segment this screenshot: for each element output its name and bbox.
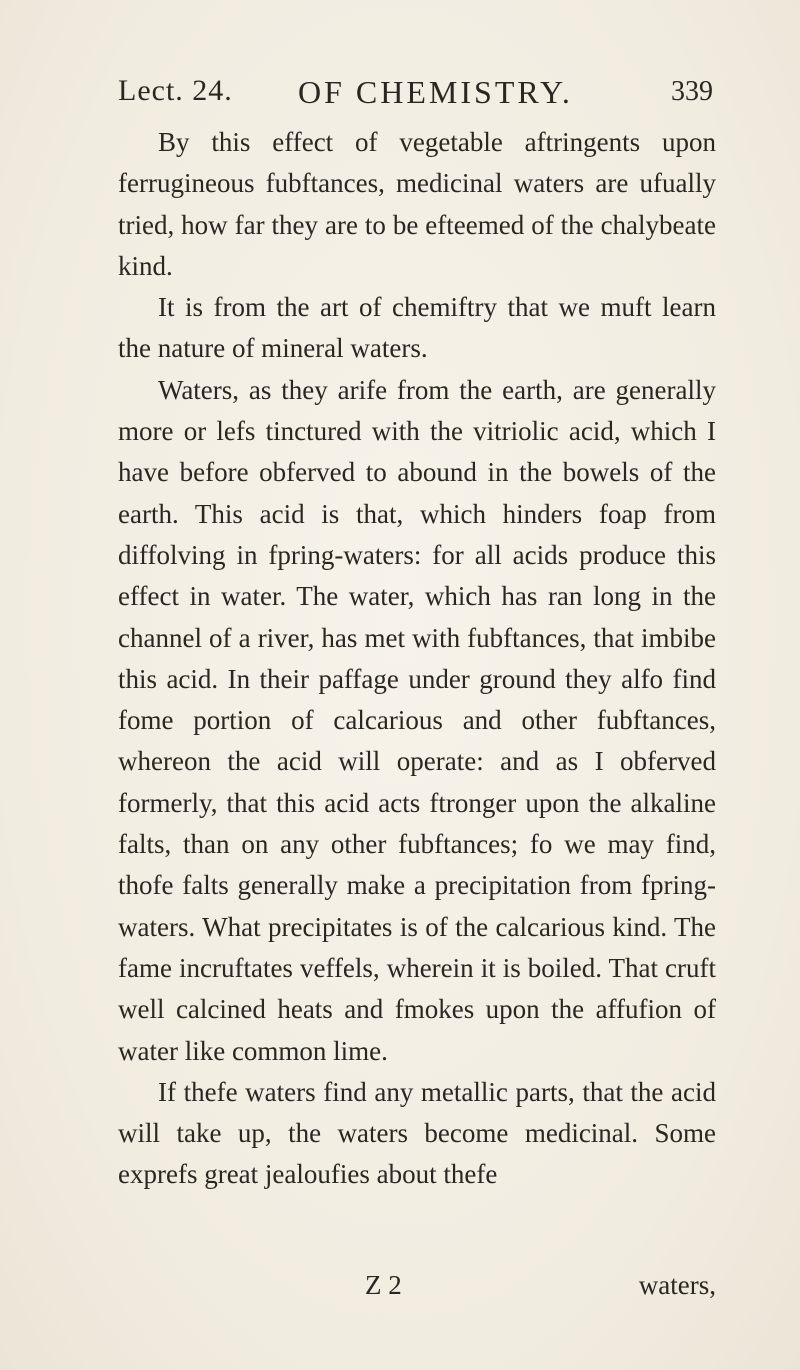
page-number: 339 <box>671 76 713 107</box>
catchword: waters, <box>638 1270 716 1300</box>
paragraph-1: By this effect of vegetable aftringents upon ferrugineous fubftances, medicinal waters are ufually tried, how far they are to be efteemed of the chalybeate kind. <box>118 127 716 281</box>
paragraph-2: It is from the art of chemiftry that we muft learn the nature of mineral waters. <box>118 292 716 364</box>
running-title: OF CHEMISTRY. <box>298 74 573 110</box>
signature-mark: Z 2 <box>365 1270 402 1300</box>
paragraph-4: If thefe waters find any metallic parts, that the acid will take up, the waters become medicinal. Some exprefs great jealoufies about thefe <box>118 1076 716 1190</box>
page-footer <box>118 1270 716 1314</box>
lecture-number: Lect. 24. <box>118 74 233 107</box>
running-head <box>118 74 713 118</box>
paragraph-3: Waters, as they arife from the earth, are generally more or lefs tinctured with the vitriolic acid, which I have before obferved to abound in the bowels of the earth. This acid is that, which hinders foap from diffolving in fpring-waters: for all acids produce this effect in water. The water, which has ran long in the channel of a river, has met with fubftances, that imbibe this acid. In their paffage under ground they alfo find fome portion of calcarious and other fubftances, whereon the acid will operate: and as I obferved formerly, that this acid acts ftronger upon the alkaline falts, than on any other fubftances; fo we may find, thofe falts generally make a precipitation from fpring-waters. What precipitates is of the calcarious kind. The fame incruftates veffels, wherein it is boiled. That cruft well calcined heats and fmokes upon the affufion of water like common lime. <box>118 374 716 1066</box>
body-text <box>118 122 716 1196</box>
